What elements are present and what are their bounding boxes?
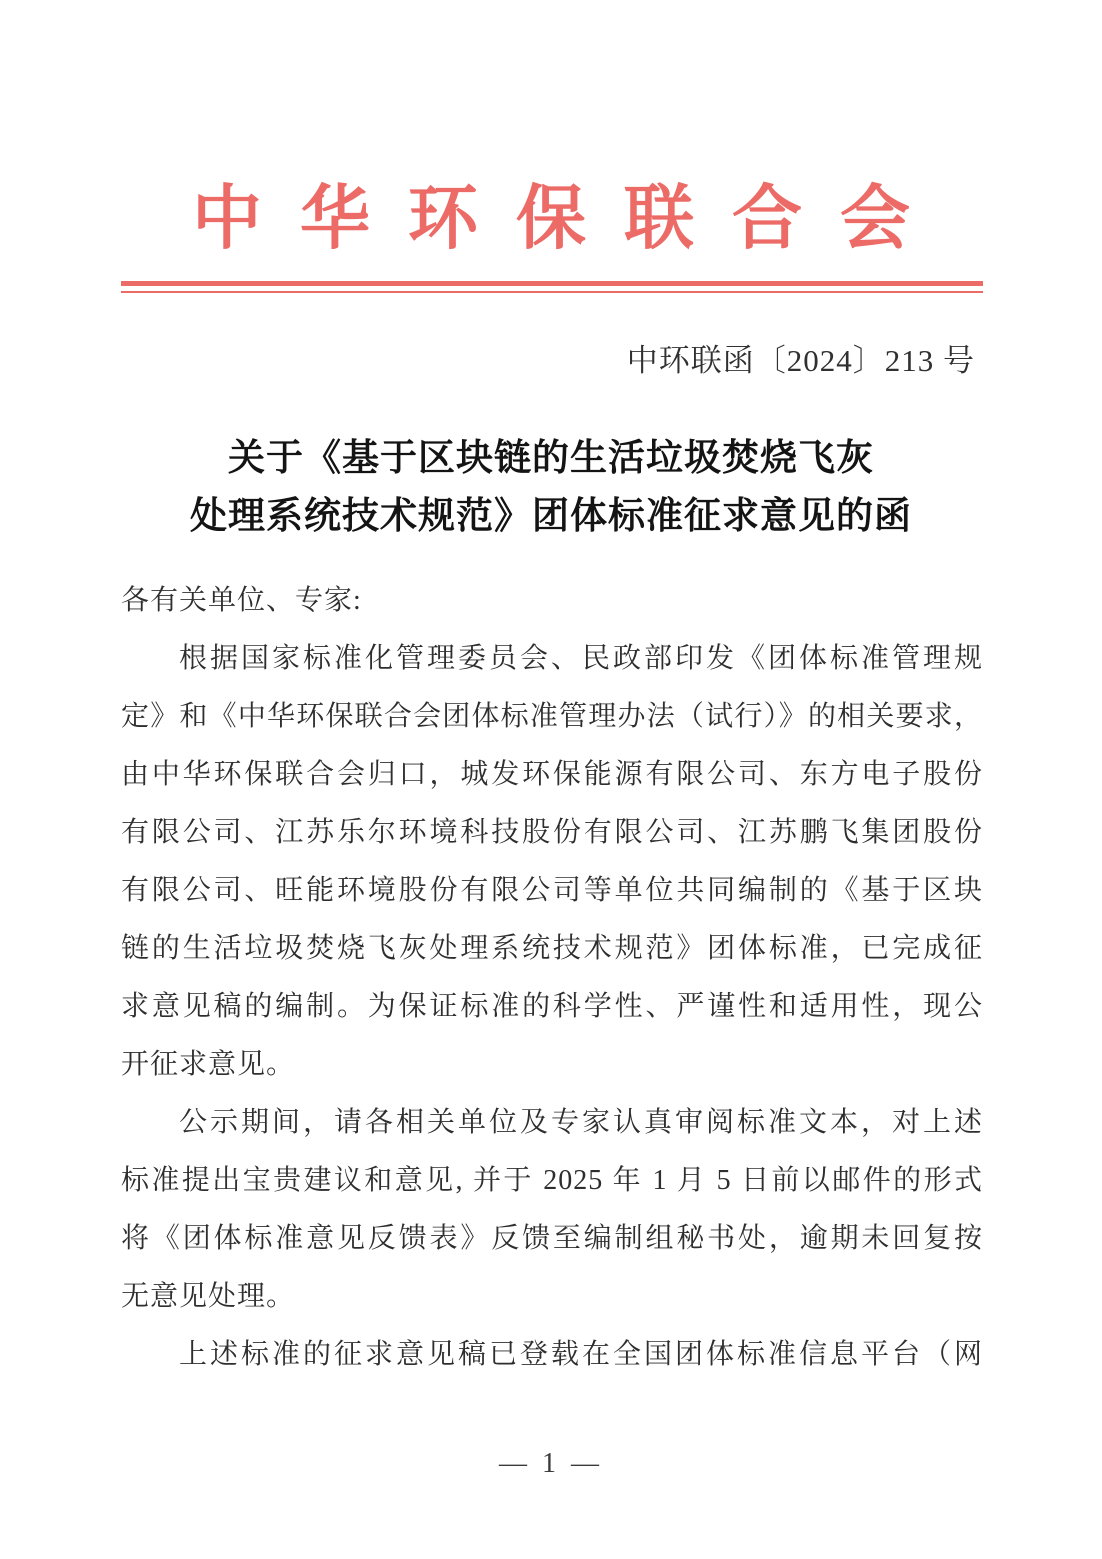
paragraph-line: 有限公司、旺能环境股份有限公司等单位共同编制的《基于区块 xyxy=(121,875,983,906)
letterhead-rule xyxy=(121,281,983,293)
paragraph-line: 有限公司、江苏乐尔环境科技股份有限公司、江苏鹏飞集团股份 xyxy=(121,817,983,848)
rule-thick-line xyxy=(121,281,983,286)
letter-body xyxy=(121,572,983,1384)
paragraph-line: 标准提出宝贵建议和意见, 并于 2025 年 1 月 5 日前以邮件的形式 xyxy=(121,1165,983,1196)
paragraph-line: 将《团体标准意见反馈表》反馈至编制组秘书处，逾期未回复按 xyxy=(121,1223,983,1254)
rule-thin-line xyxy=(121,291,983,293)
page-number: — 1 — xyxy=(499,1448,603,1479)
paragraph-line: 定》和《中华环保联合会团体标准管理办法（试行）》的相关要求， xyxy=(121,701,983,732)
letter-title-line-1: 关于《基于区块链的生活垃圾焚烧飞灰 xyxy=(228,438,874,479)
salutation: 各有关单位、专家: xyxy=(121,585,362,616)
paragraph-line: 根据国家标准化管理委员会、民政部印发《团体标准管理规 xyxy=(179,643,983,674)
paragraph-line: 求意见稿的编制。为保证标准的科学性、严谨性和适用性，现公 xyxy=(121,991,983,1022)
paragraph-line: 公示期间，请各相关单位及专家认真审阅标准文本，对上述 xyxy=(179,1107,983,1138)
letter-title-line-2: 处理系统技术规范》团体标准征求意见的函 xyxy=(190,496,912,537)
paragraph-line: 上述标准的征求意见稿已登载在全国团体标准信息平台（网 xyxy=(179,1339,983,1370)
org-name-text: 中华环保联合会 xyxy=(192,181,948,258)
letterhead-org-title xyxy=(0,180,1102,260)
paragraph-line: 链的生活垃圾焚烧飞灰处理系统技术规范》团体标准，已完成征 xyxy=(121,933,983,964)
document-number: 中环联函〔2024〕213 号 xyxy=(626,343,975,378)
paragraph-line: 由中华环保联合会归口，城发环保能源有限公司、东方电子股份 xyxy=(121,759,983,790)
paragraph-line: 开征求意见。 xyxy=(121,1049,296,1080)
paragraph-line: 无意见处理。 xyxy=(121,1281,296,1312)
letter-title xyxy=(0,430,1102,546)
